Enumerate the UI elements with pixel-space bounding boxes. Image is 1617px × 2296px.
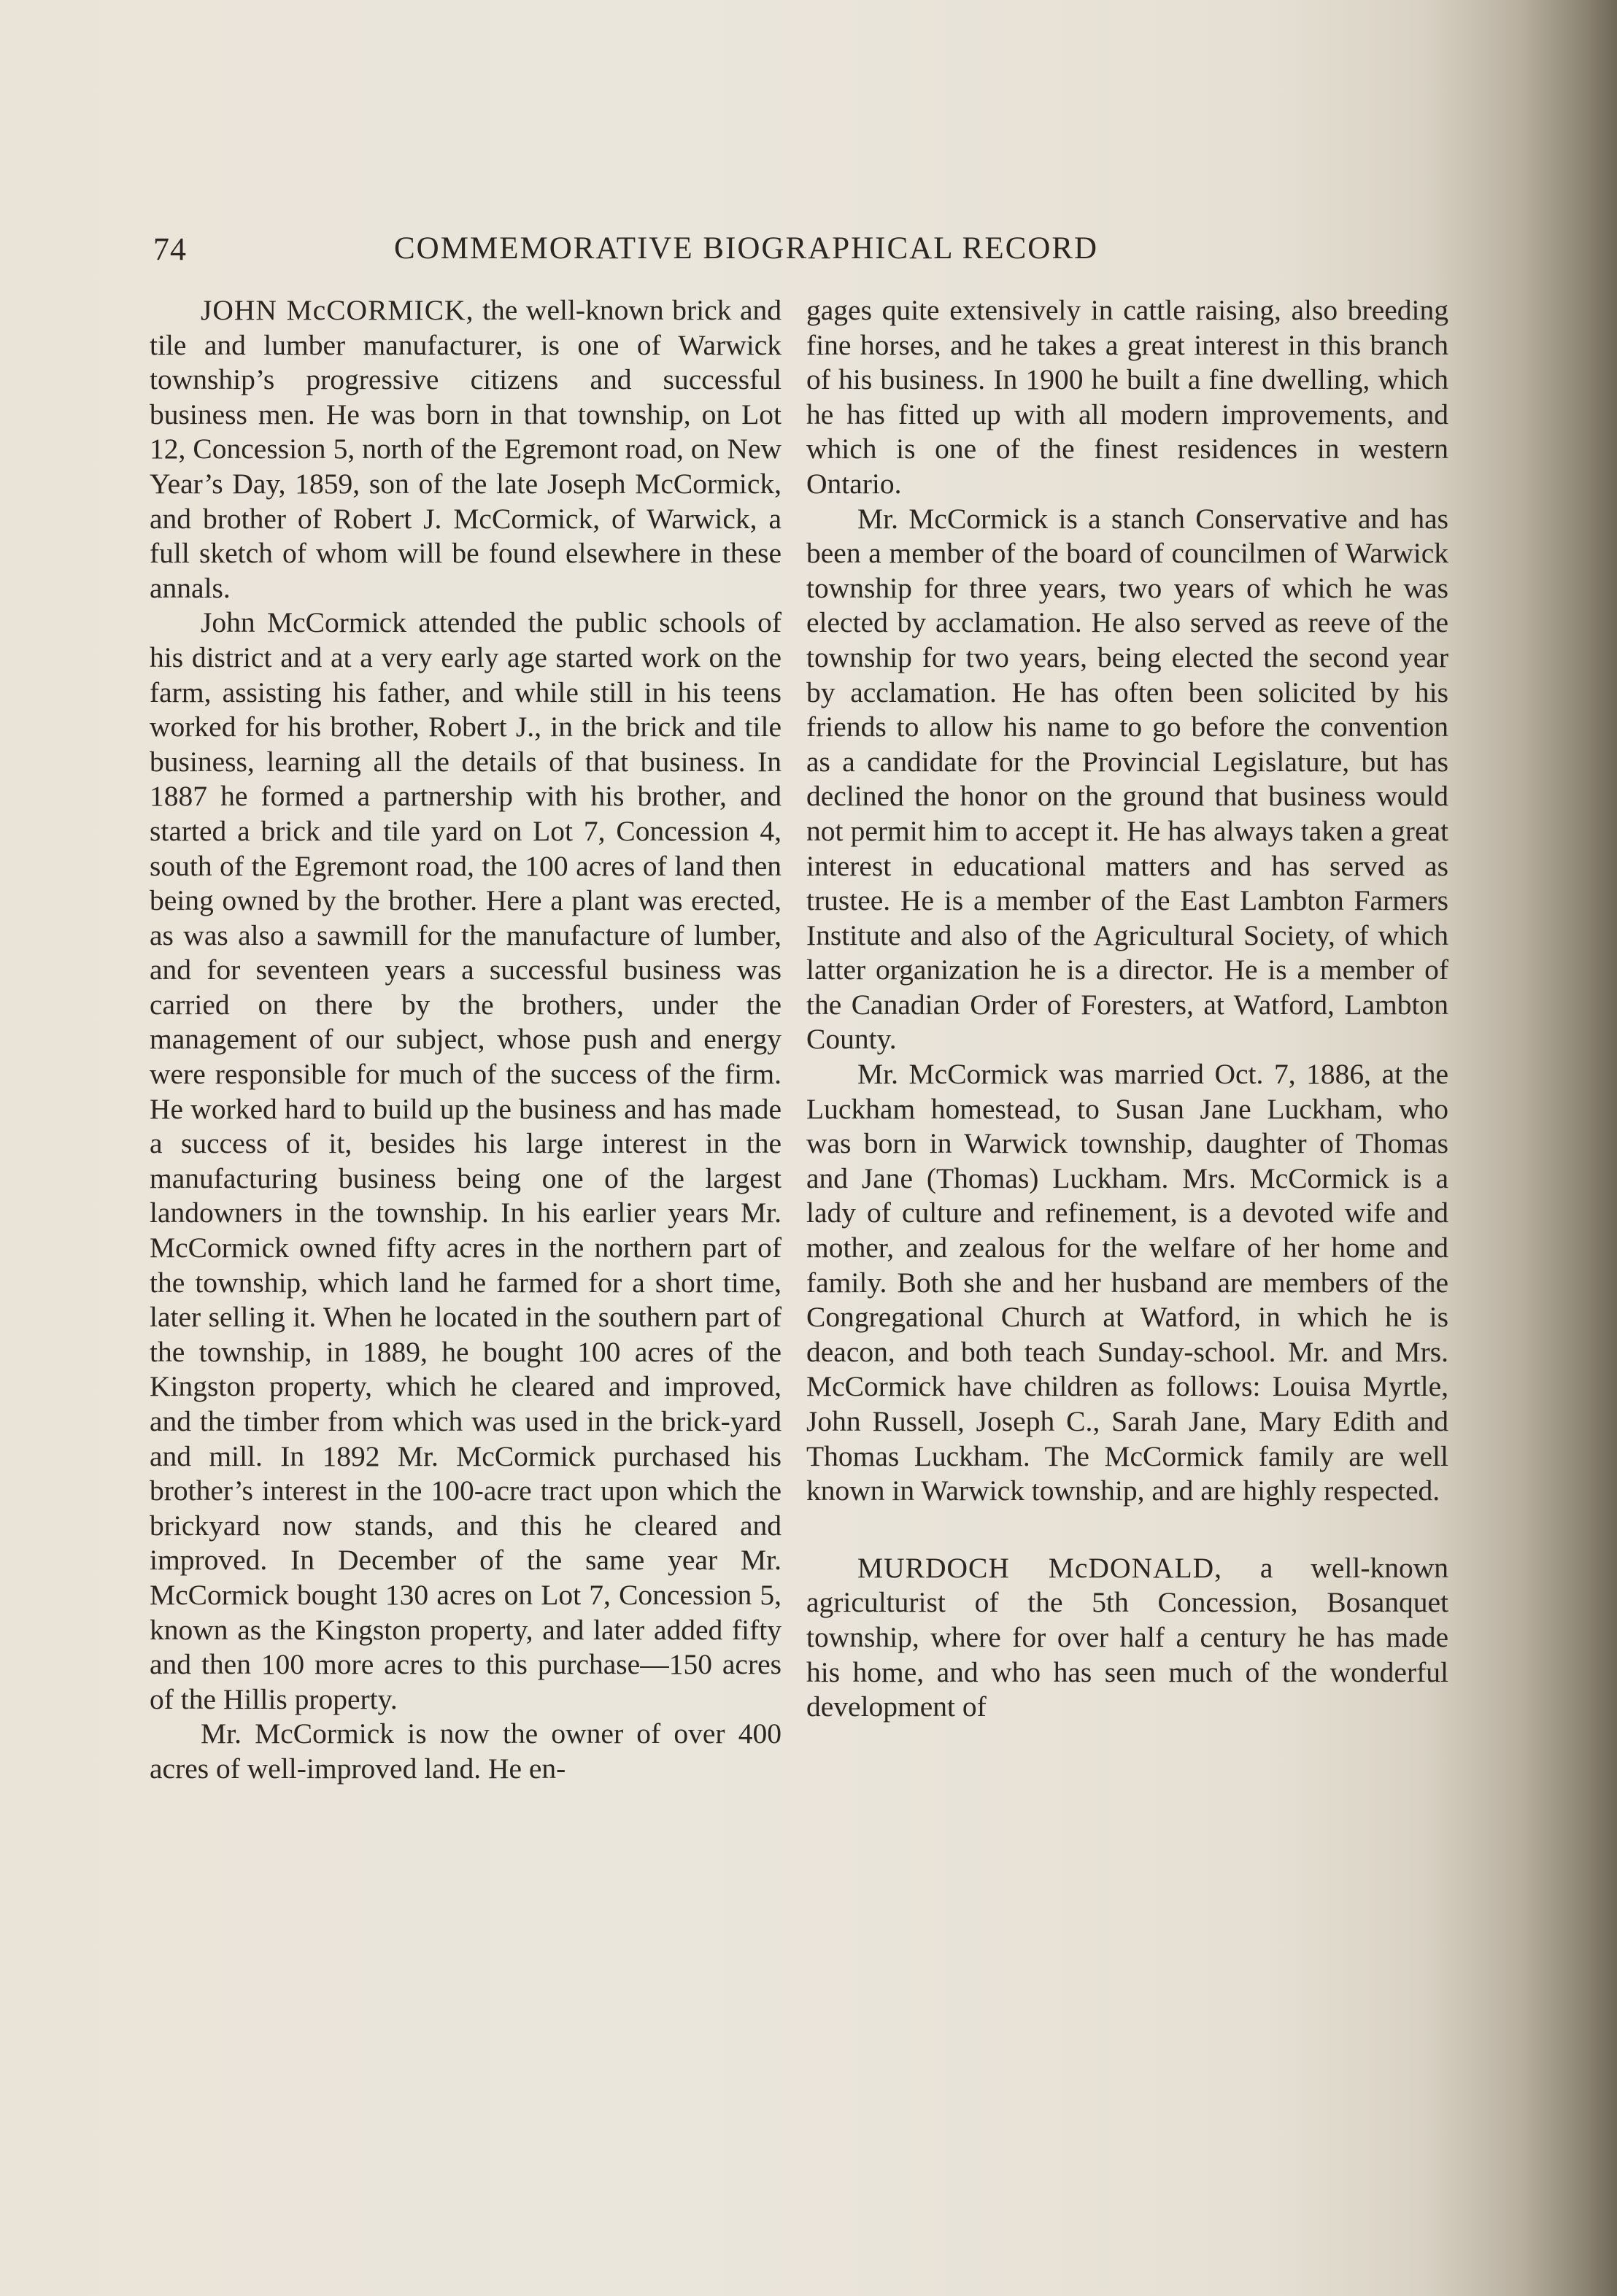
biography-mccormick-land: Mr. McCormick is now the owner of over 400 acres of well-improved land. He en-	[150, 1717, 782, 1785]
page-header	[146, 228, 1452, 271]
biography-mccormick-family: Mr. McCormick was married Oct. 7, 1886, at the Luckham homestead, to Susan Jane Luckham, who was born in Warwick township, daughter of Thomas and Jane (Thomas) Luckham. Mrs. McCormick is a lady of culture and refinement, is a devoted wife and mother, and zealous for the welfare of her home and family. Both she and her husband are members of the Congregational Church at Watford, in which he is deacon, and both teach Sunday-school. Mr. and Mrs. McCormick have children as follows: Louisa Myrtle, John Russell, Joseph C., Sarah Jane, Mary Edith and Thomas Luckham. The McCormick family are well known in Warwick township, and are highly respected.	[806, 1058, 1448, 1507]
subject-name: MURDOCH McDONALD,	[857, 1551, 1223, 1584]
biography-mccormick-politics: Mr. McCormick is a stanch Conservative and has been a member of the board of councilmen of Warwick township for three years, two years of which he was elected by acclamation. He also served as reeve of the township for two years, being elected the second year by acclamation. He has often been solicited by his friends to allow his name to go before the convention as a candidate for the Provincial Legislature, but has declined the honor on the ground that business would not permit him to accept it. He has always taken a great interest in educational matters and has served as trustee. He is a member of the East Lambton Farmers Institute and also of the Agricultural Society, of which latter organization he is a director. He is a member of the Canadian Order of Foresters, at Watford, Lambton County.	[806, 502, 1448, 1056]
paragraph-text: the well-known brick and tile and lumber manufacturer, is one of Warwick township’s progressive citizens and successful business men. He was born in that township, on Lot 12, Concession 5, north of the Egremont road, on New Year’s Day, 1859, son of the late Joseph McCormick, and brother of Robert J. McCormick, of Warwick, a full sketch of whom will be found elsewhere in these annals.	[150, 294, 782, 604]
biography-mccormick-career: John McCormick attended the public schools of his district and at a very early age started work on the farm, assisting his father, and while still in his teens worked for his brother, Robert J., in the brick and tile business, learning all the details of that business. In 1887 he formed a partnership with his brother, and started a brick and tile yard on Lot 7, Concession 4, south of the Egremont road, the 100 acres of land then being owned by the brother. Here a plant was erected, as was also a sawmill for the manufacture of lumber, and for seventeen years a successful business was carried on there by the brothers, under the management of our subject, whose push and energy were responsible for much of the success of the firm. He worked hard to build up the business and has made a success of it, besides his large interest in the manufacturing business being one of the largest landowners in the township. In his earlier years Mr. McCormick owned fifty acres in the northern part of the township, which land he farmed for a short time, later selling it. When he located in the southern part of the township, in 1889, he bought 100 acres of the Kingston property, which he cleared and improved, and the timber from which was used in the brick-yard and mill. In 1892 Mr. McCormick purchased his brother’s interest in the 100-acre tract upon which the brickyard now stands, and this he cleared and improved. In December of the same year Mr. McCormick bought 130 acres on Lot 7, Concession 5, known as the Kingston property, and later added fifty and then 100 more acres to this purchase—150 acres of the Hillis property.	[150, 606, 782, 1715]
subject-name: JOHN McCORMICK,	[201, 294, 474, 326]
paragraph-text: a well-known agriculturist of the 5th Concession, Bosanquet township, where for over half a century he has made his home, and who has seen much of the wonderful development of	[806, 1551, 1448, 1723]
page-number: 74	[153, 231, 187, 267]
running-title: COMMEMORATIVE BIOGRAPHICAL RECORD	[394, 231, 1099, 266]
right-column	[806, 293, 1448, 1725]
section-gap	[806, 1509, 1448, 1551]
biography-mccormick-intro	[150, 293, 782, 606]
biography-mcdonald-intro	[806, 1551, 1448, 1725]
biography-mccormick-continued: gages quite extensively in cattle raising, also breeding fine horses, and he takes a great interest in this branch of his business. In 1900 he built a fine dwelling, which he has fitted up with all modern improvements, and which is one of the finest residences in western Ontario.	[806, 294, 1448, 500]
left-column	[150, 293, 782, 1787]
